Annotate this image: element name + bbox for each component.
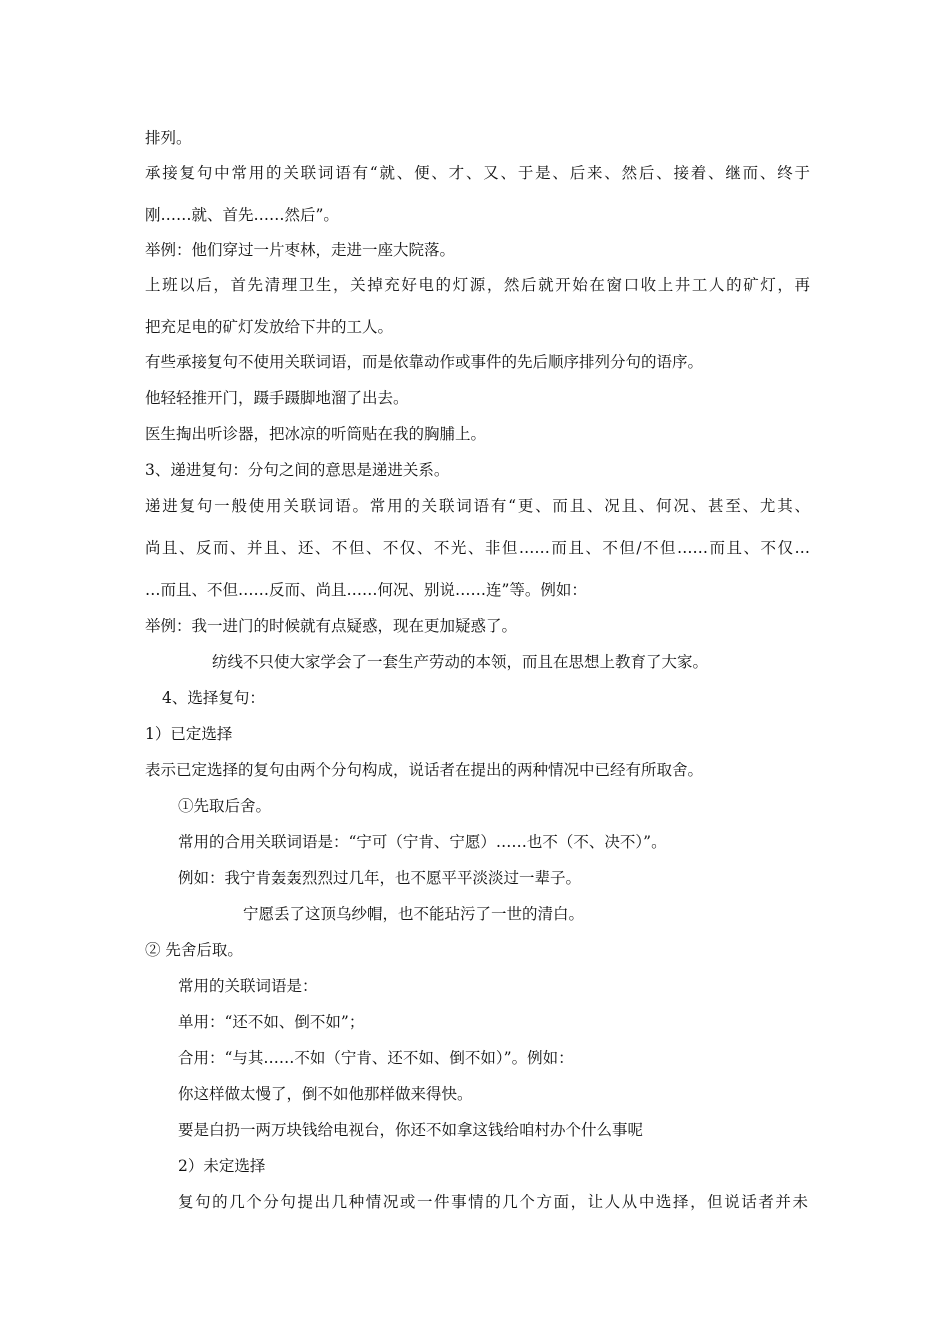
text-line: 医生掏出听诊器，把冰凉的听筒贴在我的胸脯上。 [145,425,487,443]
text-line: 举例：我一进门的时候就有点疑惑，现在更加疑惑了。 [145,617,518,635]
text-line: 把充足电的矿灯发放给下井的工人。 [145,318,394,336]
text-line: 要是白扔一两万块钱给电视台，你还不如拿这钱给咱村办个什么事呢 [178,1121,644,1139]
text-line: 刚……就、首先……然后”。 [145,206,339,224]
text-line: ①先取后舍。 [178,797,272,815]
text-line: 排列。 [145,129,192,147]
section-heading: 3、递进复句：分句之间的意思是递进关系。 [145,461,450,479]
text-line: 承接复句中常用的关联词语有“就、便、才、又、于是、后来、然后、接着、继而、终于 [145,164,810,182]
text-line: 宁愿丢了这顶乌纱帽，也不能玷污了一世的清白。 [243,905,585,923]
text-line: 尚且、反而、并且、还、不但、不仅、不光、非但……而且、不但/不但……而且、不仅… [145,539,810,557]
text-line: ② 先舍后取。 [145,941,243,959]
text-line: 他轻轻推开门，蹑手蹑脚地溜了出去。 [145,389,409,407]
text-line: 合用：“与其……不如（宁肯、还不如、倒不如）”。例如： [178,1049,574,1067]
section-heading: 4、选择复句： [162,689,265,707]
text-line: 上班以后，首先清理卫生，关掉充好电的灯源，然后就开始在窗口收上井工人的矿灯，再 [145,276,810,294]
text-line: …而且、不但……反而、尚且……何况、别说……连”等。例如： [145,581,587,599]
text-line: 复句的几个分句提出几种情况或一件事情的几个方面，让人从中选择，但说话者并未 [178,1193,808,1211]
subsection-heading: 1）已定选择 [145,725,233,743]
text-line: 例如：我宁肯轰轰烈烈过几年，也不愿平平淡淡过一辈子。 [178,869,582,887]
text-line: 常用的关联词语是： [178,977,318,995]
text-line: 单用：“还不如、倒不如”； [178,1013,365,1031]
text-line: 举例：他们穿过一片枣林，走进一座大院落。 [145,241,456,259]
text-line: 有些承接复句不使用关联词语，而是依靠动作或事件的先后顺序排列分句的语序。 [145,353,704,371]
text-line: 纺线不只使大家学会了一套生产劳动的本领，而且在思想上教育了大家。 [212,653,709,671]
text-line: 你这样做太慢了，倒不如他那样做来得快。 [178,1085,473,1103]
text-line: 常用的合用关联词语是：“宁可（宁肯、宁愿）……也不（不、决不）”。 [178,833,667,851]
subsection-heading: 2）未定选择 [178,1157,266,1175]
text-line: 表示已定选择的复句由两个分句构成，说话者在提出的两种情况中已经有所取舍。 [145,761,704,779]
text-line: 递进复句一般使用关联词语。常用的关联词语有“更、而且、况且、何况、甚至、尤其、 [145,497,810,515]
